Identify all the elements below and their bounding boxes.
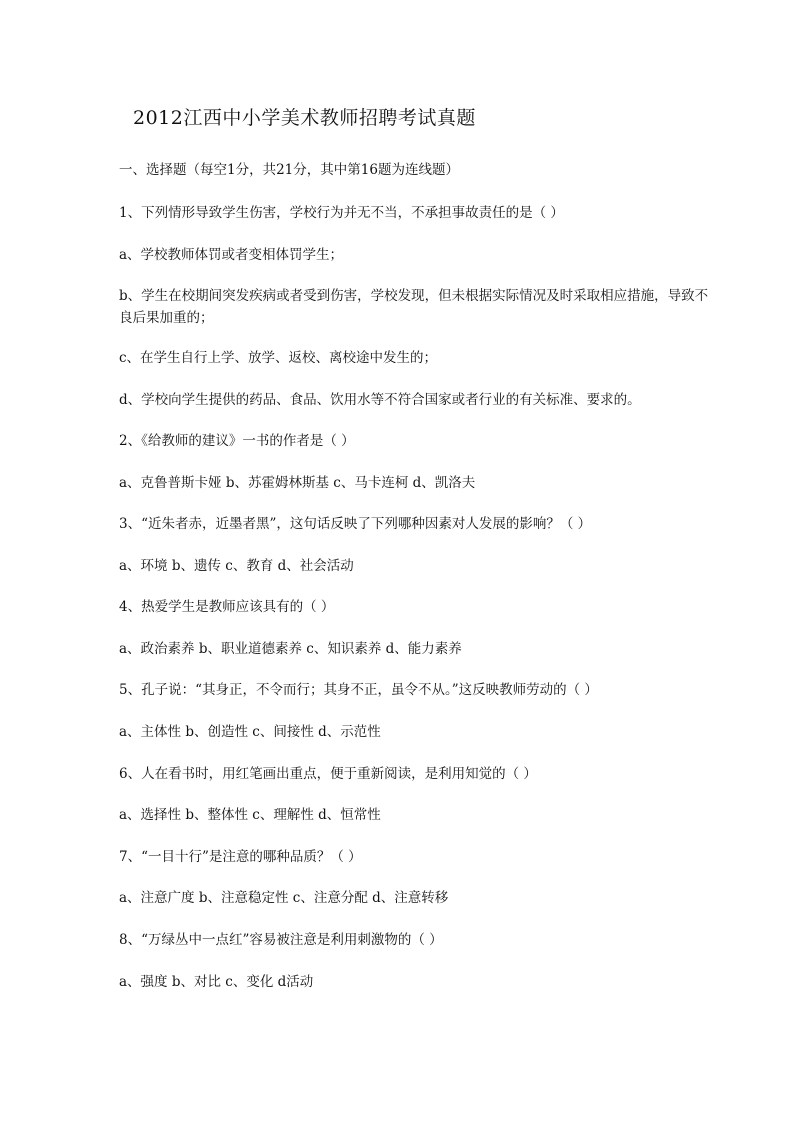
q8-options: a、强度 b、对比 c、变化 d活动: [119, 974, 314, 990]
question-5: 5、孔子说：“其身正，不令而行；其身不正，虽令不从。”这反映教师劳动的（ ）: [119, 682, 598, 698]
q4-options: a、政治素养 b、职业道德素养 c、知识素养 d、能力素养: [119, 641, 462, 657]
page-title: 2012江西中小学美术教师招聘考试真题: [133, 107, 476, 129]
q1-option-a: a、学校教师体罚或者变相体罚学生；: [119, 247, 344, 263]
question-7: 7、“一目十行”是注意的哪种品质？（ ）: [119, 849, 362, 865]
q7-options: a、注意广度 b、注意稳定性 c、注意分配 d、注意转移: [119, 890, 449, 906]
section-heading: 一、选择题（每空1分，共21分，其中第16题为连线题）: [119, 162, 459, 178]
question-8: 8、“万绿丛中一点红”容易被注意是利用刺激物的（ ）: [119, 932, 443, 948]
question-4: 4、热爱学生是教师应该具有的（ ）: [119, 599, 335, 615]
q6-options: a、选择性 b、整体性 c、理解性 d、恒常性: [119, 807, 381, 823]
question-2: 2、《给教师的建议》一书的作者是（ ）: [119, 433, 355, 449]
q2-options: a、克鲁普斯卡娅 b、苏霍姆林斯基 c、马卡连柯 d、凯洛夫: [119, 475, 476, 491]
q1-option-d: d、学校向学生提供的药品、食品、饮用水等不符合国家或者行业的有关标准、要求的。: [119, 392, 641, 408]
q1-option-c: c、在学生自行上学、放学、返校、离校途中发生的；: [119, 350, 438, 366]
question-6: 6、人在看书时，用红笔画出重点，便于重新阅读，是利用知觉的（ ）: [119, 766, 537, 782]
question-3: 3、“近朱者赤，近墨者黑”，这句话反映了下列哪种因素对人发展的影响？（ ）: [119, 516, 592, 532]
q5-options: a、主体性 b、创造性 c、间接性 d、示范性: [119, 724, 381, 740]
question-1: 1、下列情形导致学生伤害，学校行为并无不当，不承担事故责任的是（ ）: [119, 205, 564, 221]
q1-option-b: b、学生在校期间突发疾病或者受到伤害，学校发现，但未根据实际情况及时采取相应措施，导致不良后果加重的；: [119, 288, 709, 326]
q3-options: a、环境 b、遗传 c、教育 d、社会活动: [119, 558, 354, 574]
